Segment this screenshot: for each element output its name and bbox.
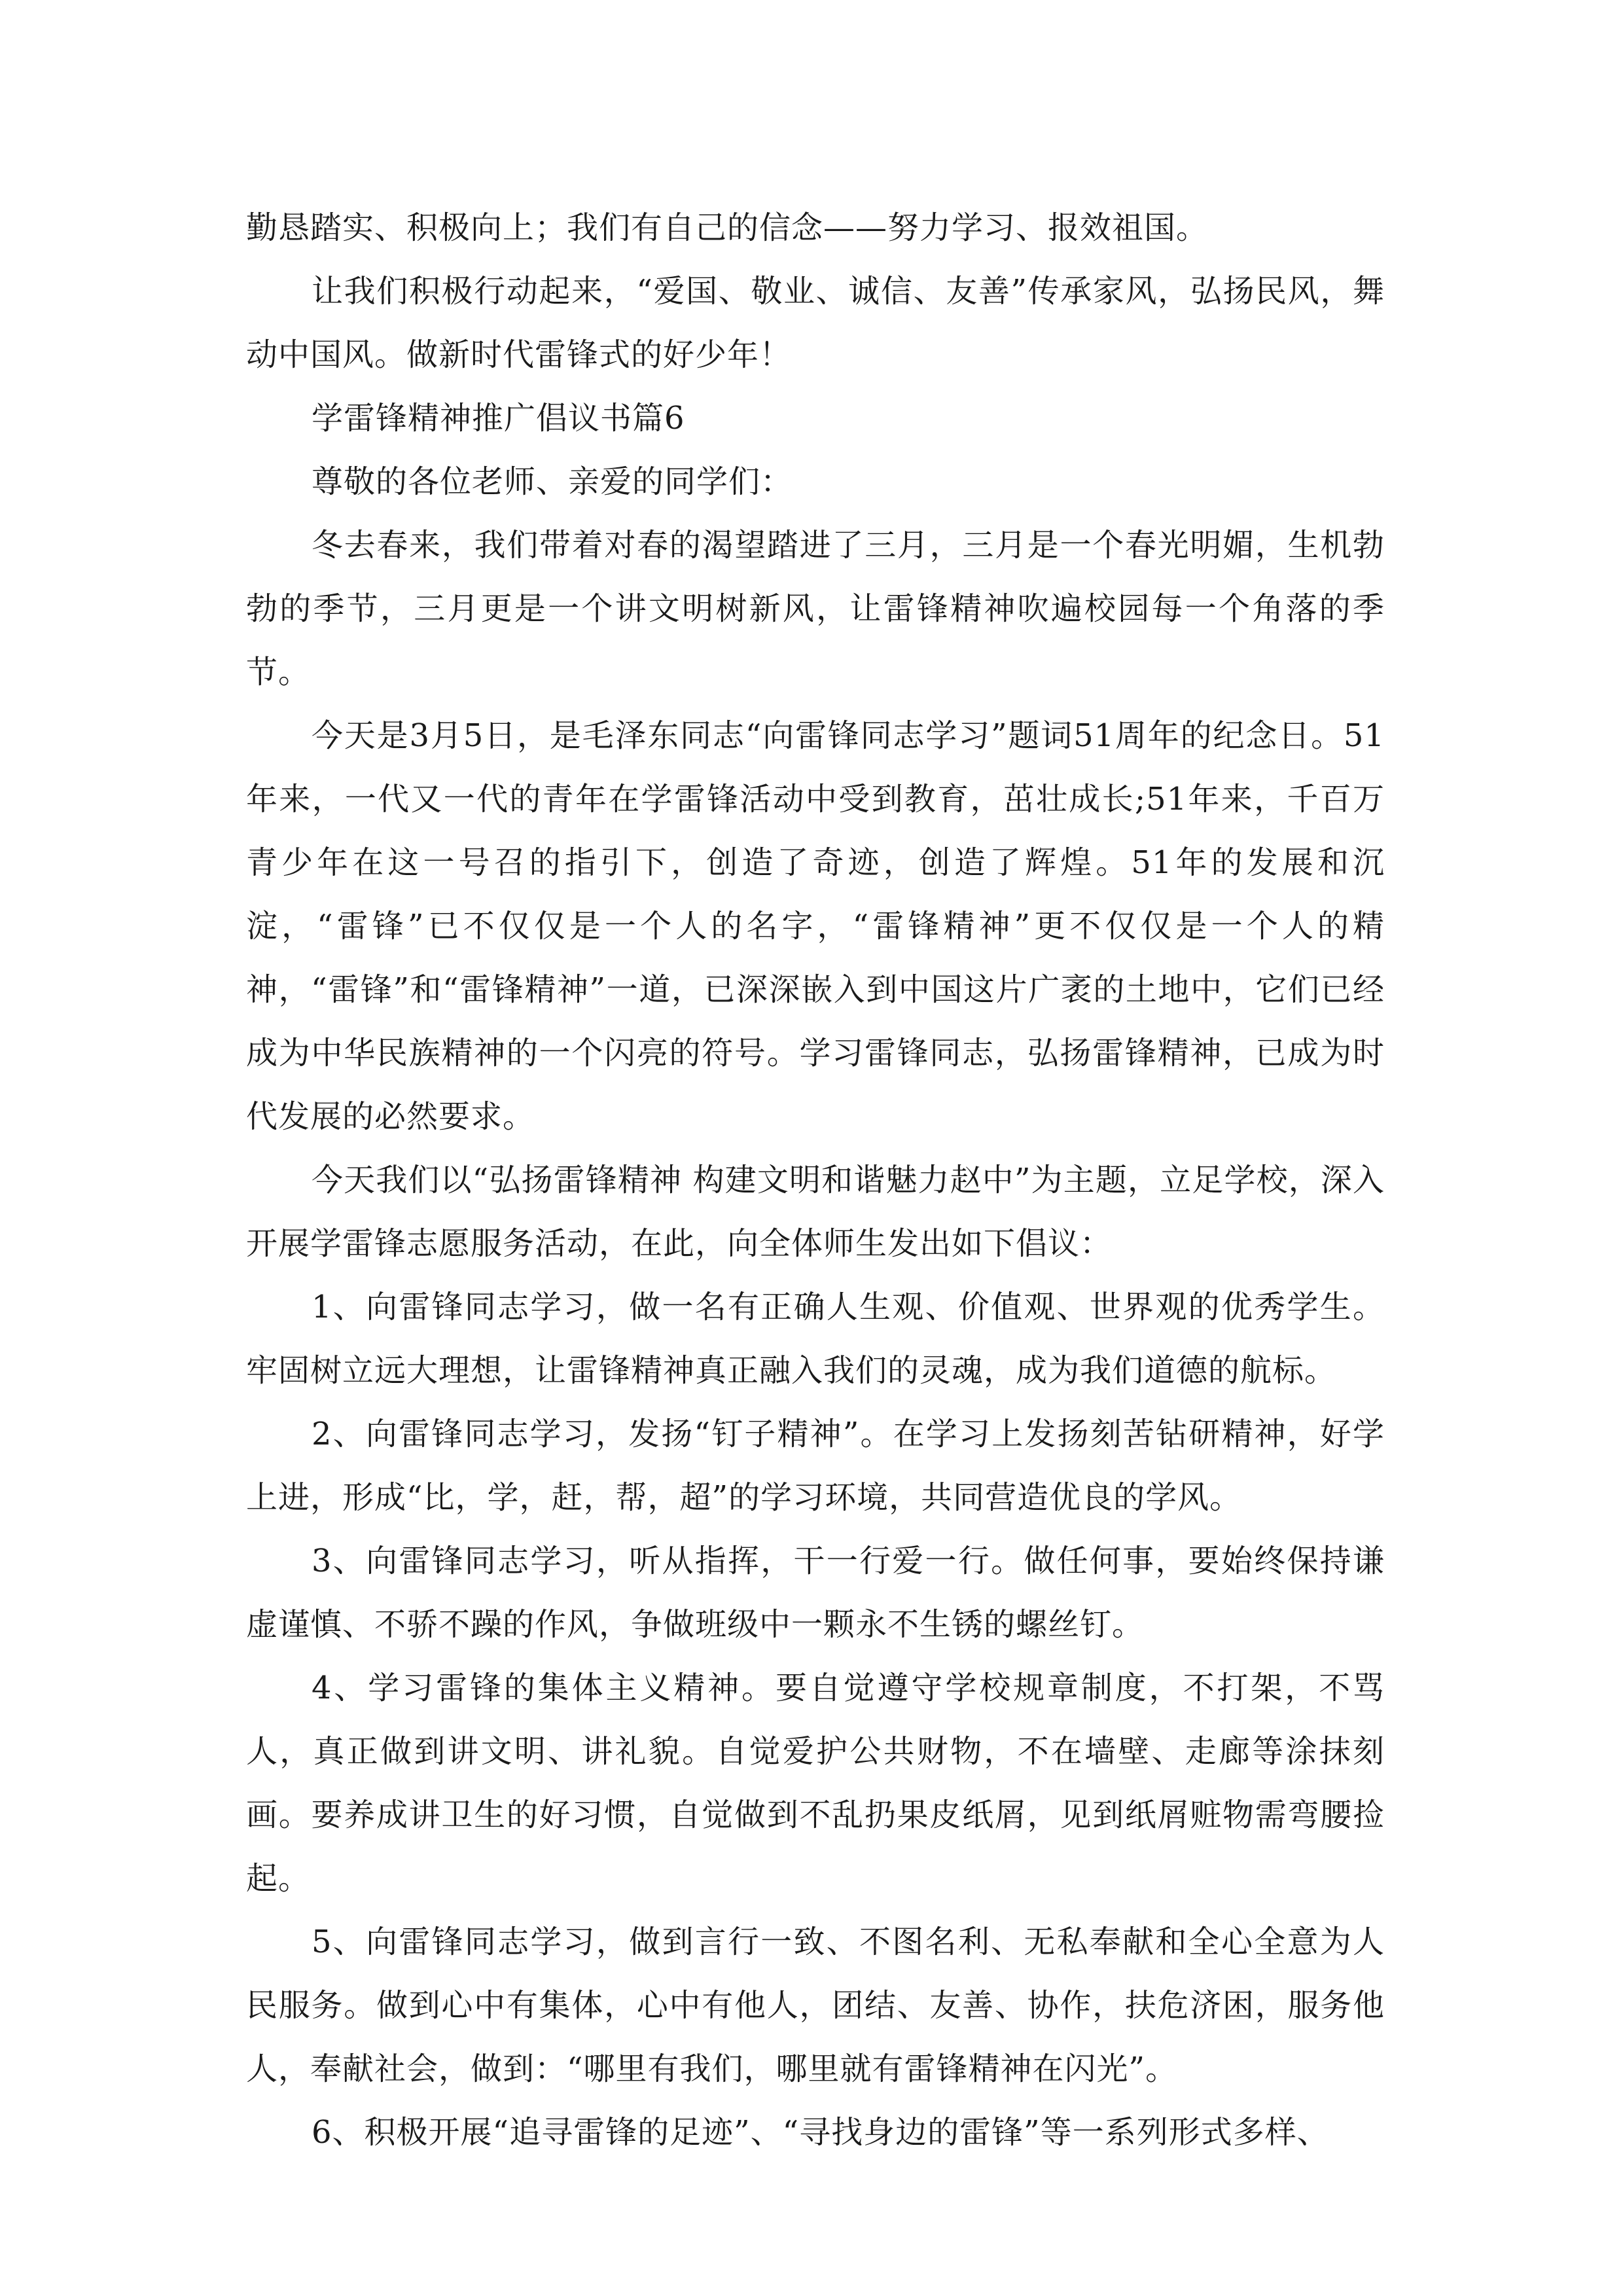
section-title: 学雷锋精神推广倡议书篇6 bbox=[312, 400, 685, 437]
paragraph: 今天我们以“弘扬雷锋精神 构建文明和谐魅力赵中”为主题，立足学校，深入开展学雷锋志愿服务活动，在此，向全体师生发出如下倡议： bbox=[246, 1162, 1385, 1262]
list-item: 2、向雷锋同志学习，发扬“钉子精神”。在学习上发扬刻苦钻研精神，好学上进，形成“比，学，赶，帮，超”的学习环境，共同营造优良的学风。 bbox=[246, 1416, 1385, 1516]
list-item: 4、学习雷锋的集体主义精神。要自觉遵守学校规章制度，不打架，不骂人，真正做到讲文明、讲礼貌。自觉爱护公共财物，不在墙壁、走廊等涂抹刻画。要养成讲卫生的好习惯，自觉做到不乱扔果皮纸屑，见到纸屑赃物需弯腰捡起。 bbox=[246, 1670, 1385, 1897]
paragraph: 让我们积极行动起来，“爱国、敬业、诚信、友善”传承家风，弘扬民风，舞动中国风。做新时代雷锋式的好少年！ bbox=[246, 273, 1385, 373]
document-body bbox=[246, 196, 1385, 2164]
paragraph: 冬去春来，我们带着对春的渴望踏进了三月，三月是一个春光明媚，生机勃勃的季节，三月更是一个讲文明树新风，让雷锋精神吹遍校园每一个角落的季节。 bbox=[246, 527, 1385, 691]
list-item: 3、向雷锋同志学习，听从指挥，干一行爱一行。做任何事，要始终保持谦虚谨慎、不骄不躁的作风，争做班级中一颗永不生锈的螺丝钉。 bbox=[246, 1543, 1385, 1643]
paragraph-continuation: 勤恳踏实、积极向上；我们有自己的信念——努力学习、报效祖国。 bbox=[246, 209, 1209, 246]
paragraph: 今天是3月5日，是毛泽东同志“向雷锋同志学习”题词51周年的纪念日。51年来，一代又一代的青年在学雷锋活动中受到教育，茁壮成长;51年来，千百万青少年在这一号召的指引下，创造了奇迹，创造了辉煌。51年的发展和沉淀，“雷锋”已不仅仅是一个人的名字，“雷锋精神”更不仅仅是一个人的精神，“雷锋”和“雷锋精神”一道，已深深嵌入到中国这片广袤的土地中，它们已经成为中华民族精神的一个闪亮的符号。学习雷锋同志，弘扬雷锋精神，已成为时代发展的必然要求。 bbox=[246, 717, 1385, 1135]
list-item: 6、积极开展“追寻雷锋的足迹”、“寻找身边的雷锋”等一系列形式多样、 bbox=[312, 2114, 1329, 2151]
salutation: 尊敬的各位老师、亲爱的同学们： bbox=[312, 463, 793, 500]
list-item: 5、向雷锋同志学习，做到言行一致、不图名利、无私奉献和全心全意为人民服务。做到心中有集体，心中有他人，团结、友善、协作，扶危济困，服务他人，奉献社会，做到：“哪里有我们，哪里就有雷锋精神在闪光”。 bbox=[246, 1924, 1385, 2087]
list-item: 1、向雷锋同志学习，做一名有正确人生观、价值观、世界观的优秀学生。牢固树立远大理想，让雷锋精神真正融入我们的灵魂，成为我们道德的航标。 bbox=[246, 1289, 1385, 1389]
